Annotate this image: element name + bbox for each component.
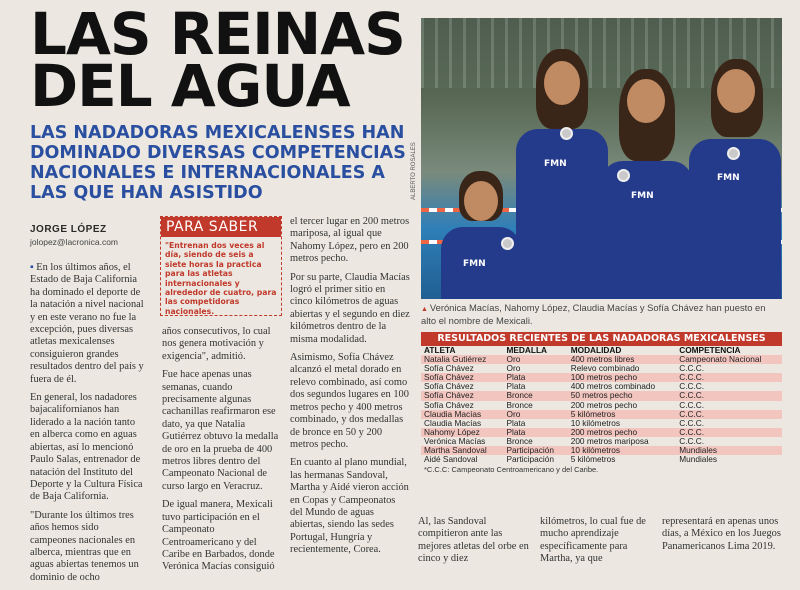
table-cell: C.C.C. bbox=[676, 382, 782, 391]
headline-line-2: DEL AGUA bbox=[30, 52, 350, 120]
table-cell: C.C.C. bbox=[676, 401, 782, 410]
paragraph: años consecutivos, lo cual nos genera motivación y exigencia", admitió. bbox=[162, 326, 271, 362]
table-cell: Claudia Macías bbox=[421, 419, 503, 428]
paragraph: "Durante los últimos tres años hemos sido campeones nacionales en alberca, mientras que en aguas abiertas tenemos un dominio de ocho bbox=[30, 509, 139, 583]
swimmer-figure: FMN bbox=[516, 49, 608, 299]
table-cell: Plata bbox=[503, 382, 567, 391]
photo-credit: ALBERTO ROSALES bbox=[411, 142, 417, 200]
table-cell: Oro bbox=[503, 364, 567, 373]
author-email: jolopez@lacronica.com bbox=[30, 237, 119, 247]
table-cell: 10 kilómetros bbox=[568, 419, 677, 428]
column-header: MEDALLA bbox=[503, 346, 567, 355]
table-cell: Relevo combinado bbox=[568, 364, 677, 373]
paragraph: Fue hace apenas unas semanas, cuando precisamente algunas cachanillas reafirmaron ese dato, ya que Natalia Gutiérrez obtuvo la medalla de oro en la prueba de 400 metros libres dentro del Campeonato Nacional de curso largo en Veracruz. bbox=[162, 369, 279, 492]
table-cell: Participación bbox=[503, 455, 567, 464]
table-cell: 5 kilómetros bbox=[568, 410, 677, 419]
table-cell: C.C.C. bbox=[676, 428, 782, 437]
table-cell: Sofía Chávez bbox=[421, 382, 503, 391]
table-cell: 400 metros combinado bbox=[568, 382, 677, 391]
table-cell: Sofía Chávez bbox=[421, 401, 503, 410]
column-header: ATLETA bbox=[421, 346, 503, 355]
table-cell: 200 metros pecho bbox=[568, 401, 677, 410]
table-cell: Natalia Gutiérrez bbox=[421, 355, 503, 364]
results-table bbox=[421, 332, 782, 475]
paragraph: Asimismo, Sofía Chávez alcanzó el metal dorado en relevo combinado, así como dos segundos lugares en 100 metros pecho y 400 metros combinado, y dos medallas de bronce en 50 y 200 metros pecho. bbox=[290, 352, 409, 450]
headline bbox=[30, 0, 415, 120]
bullet-square-icon: ▪ bbox=[30, 262, 37, 273]
table-cell: Mundiales bbox=[676, 446, 782, 455]
table-cell: Sofía Chávez bbox=[421, 364, 503, 373]
table-cell: Plata bbox=[503, 373, 567, 382]
article-column-6: representará en apenas unos días, a México en los Juegos Panamericanos Lima 2019. bbox=[662, 516, 781, 552]
table-cell: 400 metros libres bbox=[568, 355, 677, 364]
table-cell: C.C.C. bbox=[676, 373, 782, 382]
swimmer-figure: FMN bbox=[689, 59, 781, 299]
paragraph: el tercer lugar en 200 metros mariposa, al igual que Nahomy López, pero en 200 metros pecho. bbox=[290, 216, 410, 265]
article-column-3 bbox=[290, 216, 410, 563]
table-cell: Oro bbox=[503, 355, 567, 364]
table-cell: Bronce bbox=[503, 437, 567, 446]
table-footnote: *C.C.C: Campeonato Centroamericano y del Caribe. bbox=[424, 465, 599, 475]
paragraph: De igual manera, Mexicali tuvo participación en el Campeonato Centroamericano y del Caribe en Barbados, donde Verónica Macías consiguió bbox=[162, 499, 275, 573]
table-cell: Claudia Macías bbox=[421, 410, 503, 419]
table-cell: Sofía Chávez bbox=[421, 373, 503, 382]
table-cell: Oro bbox=[503, 410, 567, 419]
table-cell: Plata bbox=[503, 419, 567, 428]
results-table-title: RESULTADOS RECIENTES DE LAS NADADORAS MEXICALENSES bbox=[421, 332, 782, 346]
swimmer-figure: FMN bbox=[441, 109, 521, 299]
table-cell: C.C.C. bbox=[676, 419, 782, 428]
column-header: COMPETENCIA bbox=[676, 346, 782, 355]
swimmers-photo bbox=[421, 18, 782, 299]
table-cell: Sofía Chávez bbox=[421, 391, 503, 400]
table-cell: C.C.C. bbox=[676, 364, 782, 373]
photo-caption bbox=[421, 302, 782, 326]
paragraph: En los últimos años, el Estado de Baja California ha dominado el deporte de la natación a nivel nacional y en este verano no fue la excepción, pues diversas atletas mexicalenses consiguieron grandes resultados dentro del país y fuera de él. bbox=[30, 262, 144, 385]
table-cell: Verónica Macías bbox=[421, 437, 503, 446]
table-cell: Campeonato Nacional bbox=[676, 355, 782, 364]
para-saber-title: PARA SABER bbox=[161, 217, 281, 237]
article-column-1 bbox=[30, 262, 147, 590]
results-table-body bbox=[421, 355, 782, 464]
table-cell: Aidé Sandoval bbox=[421, 455, 503, 464]
table-cell: Martha Sandoval bbox=[421, 446, 503, 455]
table-cell: Mundiales bbox=[676, 455, 782, 464]
article-column-5: kilómetros, lo cual fue de mucho aprendizaje específicamente para Martha, ya que bbox=[540, 516, 646, 565]
table-cell: 50 metros pecho bbox=[568, 391, 677, 400]
table-cell: Nahomy López bbox=[421, 428, 503, 437]
swimmer-figure: FMN bbox=[601, 69, 693, 299]
para-saber-text: "Entrenan dos veces al día, siendo de seis a siete horas la practica para las atletas internacionales y alrededor de cuatro, para las competidoras nacionales. bbox=[165, 241, 277, 316]
caption-text: Verónica Macías, Nahomy López, Claudia Macías y Sofía Chávez han puesto en alto el nombre de Mexicali. bbox=[421, 302, 766, 327]
para-saber-box bbox=[160, 216, 282, 316]
table-cell: 200 metros mariposa bbox=[568, 437, 677, 446]
table-cell: 5 kilómetros bbox=[568, 455, 677, 464]
table-cell: C.C.C. bbox=[676, 391, 782, 400]
paragraph: En general, los nadadores bajacalifornianos han liderado a la nación tanto en alberca como en aguas abiertas, así lo mencionó Paulo Salas, entrenador de natación del Instituto del Deporte y la Cultura Física de Baja California. bbox=[30, 392, 143, 503]
table-cell: 100 metros pecho bbox=[568, 373, 677, 382]
table-cell: 200 metros pecho bbox=[568, 428, 677, 437]
article-column-4: Al, las Sandoval compitieron ante las mejores atletas del orbe en cinco y diez bbox=[418, 516, 529, 565]
table-row bbox=[421, 455, 782, 464]
table-cell: Bronce bbox=[503, 401, 567, 410]
table-cell: C.C.C. bbox=[676, 437, 782, 446]
caption-marker-icon: ▲ bbox=[421, 306, 430, 313]
table-cell: Plata bbox=[503, 428, 567, 437]
table-cell: Participación bbox=[503, 446, 567, 455]
subheadline: LAS NADADORAS MEXICALENSES HAN DOMINADO DIVERSAS COMPETENCIAS NACIONALES E INTERNACIONALES A LAS QUE HAN ASISTIDO bbox=[30, 123, 406, 203]
table-cell: Bronce bbox=[503, 391, 567, 400]
headline-line-1: LAS REINAS bbox=[30, 0, 405, 68]
paragraph: Por su parte, Claudia Macías logró el primer sitio en cinco kilómetros de aguas abiertas y el segundo en diez kilómetros dentro de la misma modalidad. bbox=[290, 271, 410, 345]
article-column-2 bbox=[162, 326, 284, 580]
table-cell: 10 kilómetros bbox=[568, 446, 677, 455]
paragraph: En cuanto al plano mundial, las hermanas Sandoval, Martha y Aidé vieron acción en Copas y Campeonatos del Mundo de aguas abiertas, siendo las sedes Portugal, Hungría y recientemente, Corea. bbox=[290, 457, 409, 556]
author-name: JORGE LÓPEZ bbox=[30, 224, 107, 235]
table-cell: C.C.C. bbox=[676, 410, 782, 419]
column-header: MODALIDAD bbox=[568, 346, 677, 355]
